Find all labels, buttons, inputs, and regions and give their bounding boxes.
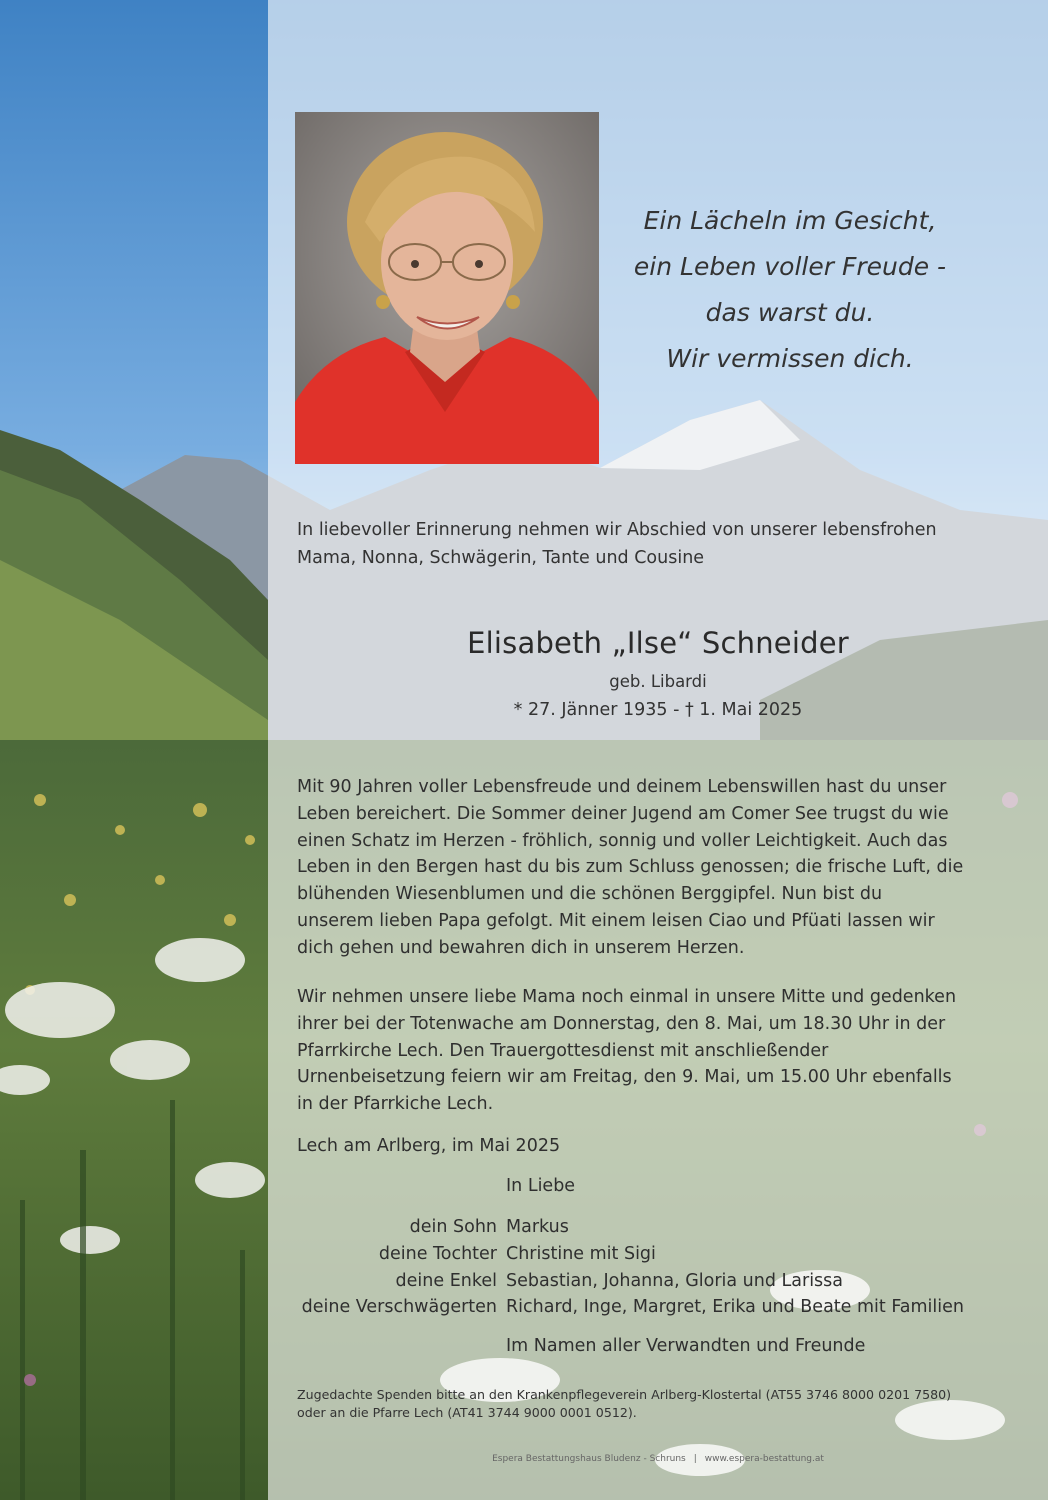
footer-company: Espera Bestattungshaus Bludenz - Schruns: [492, 1454, 686, 1464]
life-dates: * 27. Jänner 1935 - † 1. Mai 2025: [513, 700, 803, 720]
in-love-heading: In Liebe: [506, 1176, 576, 1196]
quote-line: Wir vermissen dich.: [666, 344, 914, 373]
mourner-names: Richard, Inge, Margret, Erika und Beate mit Familien: [506, 1297, 964, 1318]
mourner-role: dein Sohn: [409, 1217, 497, 1237]
donation-line: Zugedachte Spenden bitte an den Krankenpflegeverein Arlberg-Klostertal (AT55 3746 8000 0201 7580): [297, 1387, 952, 1402]
quote-line: das warst du.: [705, 298, 875, 327]
place-date: Lech am Arlberg, im Mai 2025: [297, 1136, 561, 1156]
paragraph-line: blühenden Wiesenblumen und die schönen Berggipfel. Nun bist du: [297, 884, 883, 905]
mourners-list: [297, 1214, 1017, 1321]
mourner-role: deine Enkel: [395, 1270, 497, 1291]
closing-line: Im Namen aller Verwandten und Freunde: [506, 1336, 866, 1356]
mourner-row: [297, 1241, 1017, 1268]
paragraph-line: Urnenbeisetzung feiern wir am Freitag, den 9. Mai, um 15.00 Uhr ebenfalls: [297, 1067, 952, 1088]
paragraph-line: Pfarrkirche Lech. Den Trauergottesdienst mit anschließender: [297, 1040, 829, 1061]
footer-website: www.espera-bestattung.at: [704, 1454, 824, 1464]
memorial-quote: [605, 198, 975, 382]
mourner-role: deine Verschwägerten: [301, 1297, 497, 1318]
paragraph-line: Mit 90 Jahren voller Lebensfreude und deinem Lebenswillen hast du unser: [297, 777, 947, 797]
mourner-names: Sebastian, Johanna, Gloria und Larissa: [506, 1270, 844, 1291]
intro-text: [297, 516, 1017, 572]
mourner-row: [297, 1214, 1017, 1241]
service-details-paragraph: [297, 984, 1017, 1118]
birth-name: geb. Libardi: [609, 672, 707, 691]
deceased-name: Elisabeth „Ilse“ Schneider: [467, 626, 849, 660]
paragraph-line: ihrer bei der Totenwache am Donnerstag, den 8. Mai, um 18.30 Uhr in der: [297, 1013, 946, 1034]
quote-line: Ein Lächeln im Gesicht,: [643, 206, 937, 235]
intro-line: Mama, Nonna, Schwägerin, Tante und Cousine: [297, 548, 705, 568]
mourner-names: Christine mit Sigi: [506, 1243, 656, 1264]
quote-line: ein Leben voller Freude -: [633, 252, 947, 281]
mourner-names: Markus: [506, 1217, 569, 1237]
mourner-row: [297, 1294, 1017, 1321]
paragraph-line: dich gehen und bewahren dich in unserem Herzen.: [297, 937, 745, 958]
paragraph-line: in der Pfarrkiche Lech.: [297, 1094, 494, 1115]
tribute-paragraph: [297, 774, 1017, 962]
paragraph-line: Wir nehmen unsere liebe Mama noch einmal in unsere Mitte und gedenken: [297, 987, 957, 1007]
mourner-row: [297, 1268, 1017, 1295]
donation-line: oder an die Pfarre Lech (AT41 3744 9000 0001 0512).: [297, 1405, 637, 1420]
paragraph-line: unserem lieben Papa gefolgt. Mit einem leisen Ciao und Pfüati lassen wir: [297, 910, 935, 931]
footer-separator: |: [693, 1454, 697, 1464]
paragraph-line: Leben bereichert. Die Sommer deiner Jugend am Comer See trugst du wie: [297, 803, 949, 824]
mourner-role: deine Tochter: [378, 1243, 497, 1264]
portrait-photo: [295, 112, 599, 464]
funeral-home-footer: [268, 1454, 1048, 1464]
donation-note: [297, 1386, 1037, 1422]
intro-line: In liebevoller Erinnerung nehmen wir Abschied von unserer lebensfrohen: [297, 520, 937, 540]
paragraph-line: Leben in den Bergen hast du bis zum Schluss genossen; die frische Luft, die: [297, 857, 964, 878]
paragraph-line: einen Schatz im Herzen - fröhlich, sonnig und voller Leichtigkeit. Auch das: [297, 830, 948, 851]
